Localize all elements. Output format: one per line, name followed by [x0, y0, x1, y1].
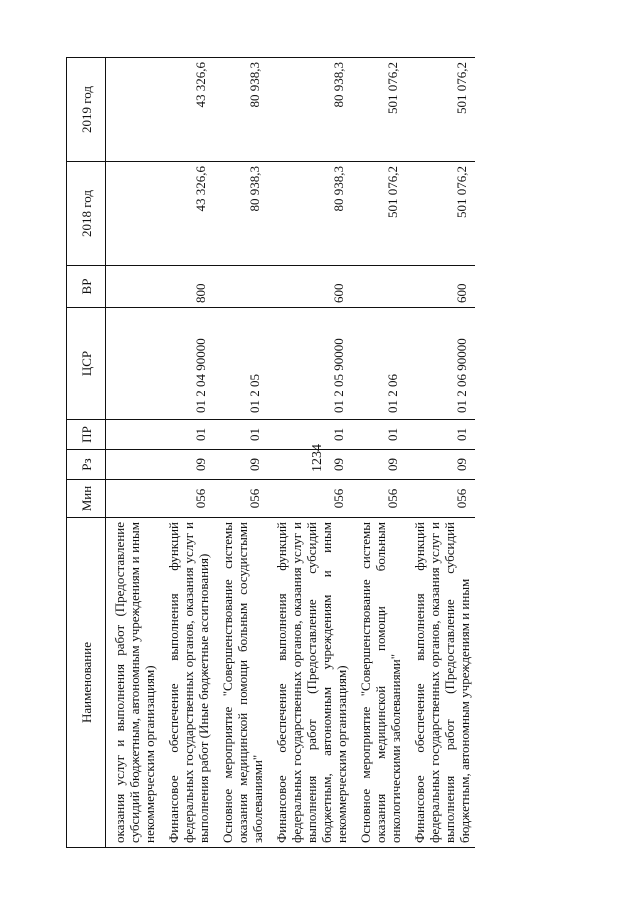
row-pr: 01	[352, 420, 406, 450]
header-2018: 2018 год	[67, 162, 106, 266]
table-row	[352, 58, 406, 848]
table-row	[406, 58, 475, 848]
row-csr: 01 2 05 90000	[268, 308, 352, 420]
row-vr	[352, 266, 406, 308]
table-row	[214, 58, 268, 848]
row-vr: 600	[268, 266, 352, 308]
header-min: Мин	[67, 480, 106, 518]
row-rz: 09	[406, 450, 475, 480]
row-min: 056	[214, 480, 268, 518]
row-csr: 01 2 06	[352, 308, 406, 420]
row-2019: 80 938,3	[214, 58, 268, 162]
row-min: 056	[406, 480, 475, 518]
table-row	[106, 58, 161, 848]
row-csr	[106, 308, 161, 420]
header-pr: ПР	[67, 420, 106, 450]
row-min: 056	[268, 480, 352, 518]
row-rz: 09	[268, 450, 352, 480]
row-2019: 501 076,2	[406, 58, 475, 162]
row-name: Основное мероприятие "Совершенствование системы оказания медицинской помощи больным онкологическими заболеваниями"	[352, 518, 406, 848]
row-2019: 80 938,3	[268, 58, 352, 162]
header-2019: 2019 год	[67, 58, 106, 162]
row-name: оказания услуг и выполнения работ (Предоставление субсидий бюджетным, автономным учреждениям и иным некоммерческим организациям)	[106, 518, 161, 848]
header-vr: ВР	[67, 266, 106, 308]
row-csr: 01 2 05	[214, 308, 268, 420]
row-pr	[106, 420, 161, 450]
header-name: Наименование	[67, 518, 106, 848]
row-rz: 09	[160, 450, 214, 480]
row-2019: 501 076,2	[352, 58, 406, 162]
page-number: 1234	[310, 444, 325, 472]
row-min: 056	[160, 480, 214, 518]
row-rz: 09	[214, 450, 268, 480]
row-name: Финансовое обеспечение выполнения функций федеральных государственных органов, оказания услуг и выполнения работ (Предоставление субсидий бюджетным, автономным учреждениям и иным	[406, 518, 475, 848]
row-2019	[106, 58, 161, 162]
row-vr	[214, 266, 268, 308]
row-2018	[106, 162, 161, 266]
header-rz: Рз	[67, 450, 106, 480]
rotated-page	[66, 58, 576, 848]
table-header	[67, 58, 106, 848]
header-csr: ЦСР	[67, 308, 106, 420]
row-name: Финансовое обеспечение выполнения функций федеральных государственных органов, оказания услуг и выполнения работ (Иные бюджетные ассигнования)	[160, 518, 214, 848]
row-2018: 80 938,3	[268, 162, 352, 266]
row-pr: 01	[406, 420, 475, 450]
row-pr: 01	[268, 420, 352, 450]
row-vr: 800	[160, 266, 214, 308]
row-rz: 09	[352, 450, 406, 480]
row-2019: 43 326,6	[160, 58, 214, 162]
row-vr	[106, 266, 161, 308]
table-row	[268, 58, 352, 848]
row-name: Основное мероприятие "Совершенствование системы оказания медицинской помощи больным сосудистыми заболеваниями"	[214, 518, 268, 848]
row-2018: 80 938,3	[214, 162, 268, 266]
row-min	[106, 480, 161, 518]
row-2018: 501 076,2	[352, 162, 406, 266]
row-pr: 01	[160, 420, 214, 450]
row-rz	[106, 450, 161, 480]
row-name: Финансовое обеспечение выполнения функций федеральных государственных органов, оказания услуг и выполнения работ (Предоставление субсидий бюджетным, автономным учреждениям и иным некоммерческим организациям)	[268, 518, 352, 848]
row-min: 056	[352, 480, 406, 518]
row-2018: 43 326,6	[160, 162, 214, 266]
row-2018: 501 076,2	[406, 162, 475, 266]
budget-table	[66, 57, 475, 848]
row-vr: 600	[406, 266, 475, 308]
row-pr: 01	[214, 420, 268, 450]
row-csr: 01 2 04 90000	[160, 308, 214, 420]
table-row	[160, 58, 214, 848]
row-csr: 01 2 06 90000	[406, 308, 475, 420]
